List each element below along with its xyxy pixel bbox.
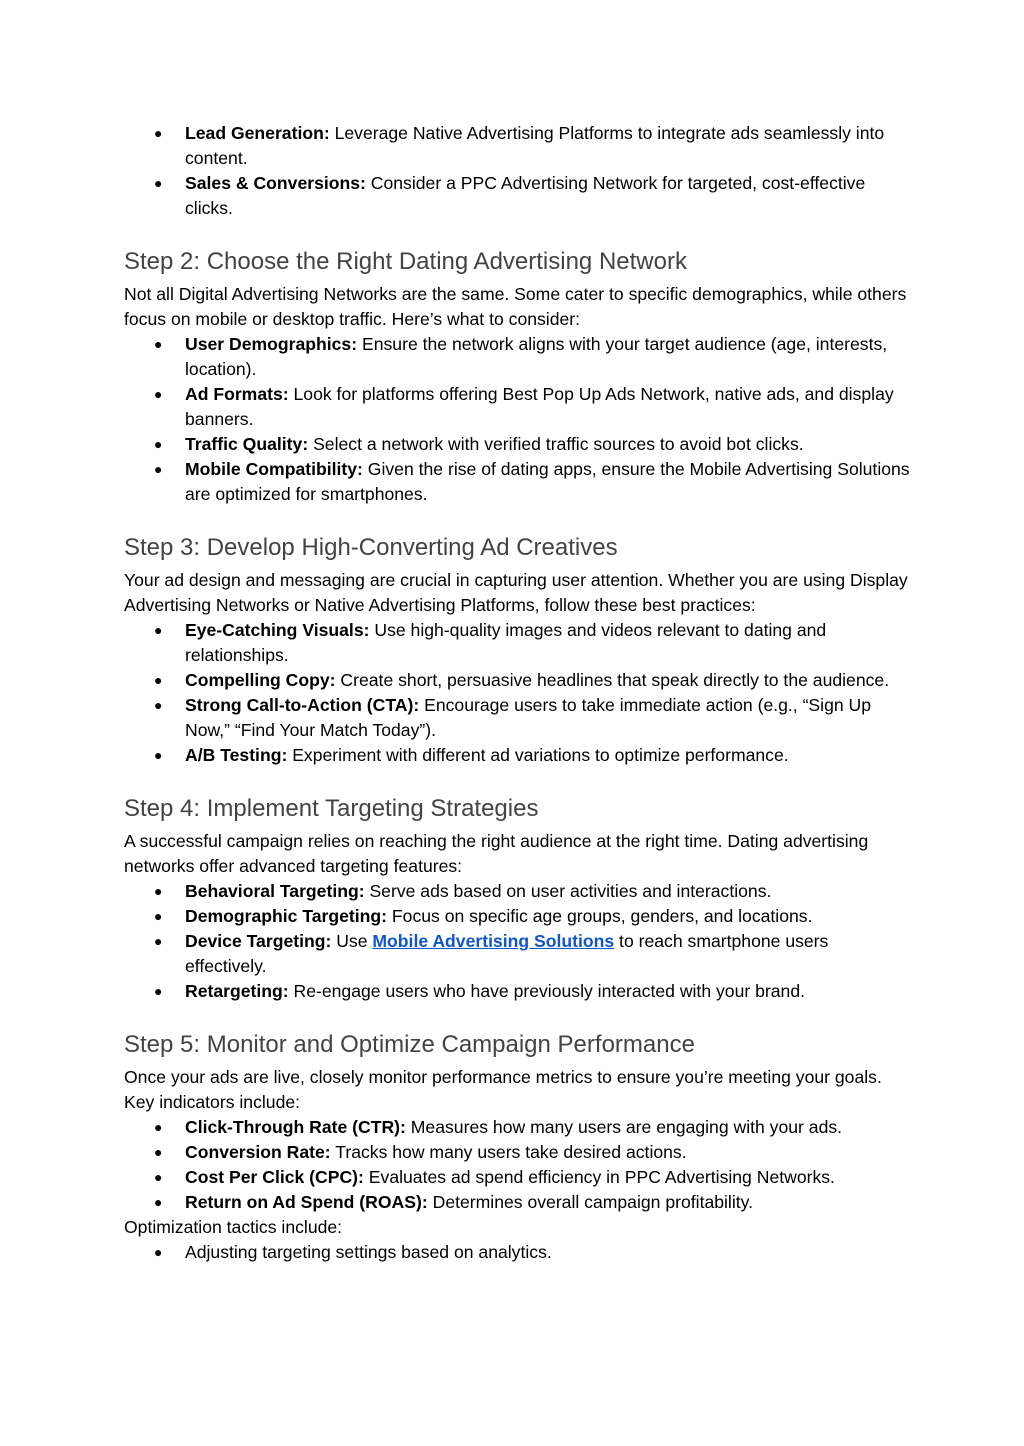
list-item-text: Focus on specific age groups, genders, and locations. [387,906,813,926]
list-item-text: Re-engage users who have previously interacted with your brand. [288,981,805,1001]
list-item [124,1115,914,1140]
list-item [124,121,914,171]
list-item [124,1140,914,1165]
step4-heading: Step 4: Implement Targeting Strategies [124,795,539,822]
step5-section [124,1030,914,1265]
list-item-term: Sales & Conversions: [185,173,366,193]
list-item [124,332,914,382]
bullet-icon: ● [154,883,163,899]
list-item-term: Lead Generation: [185,123,330,143]
bullet-icon: ● [154,1119,163,1135]
list-item-text: Adjusting targeting settings based on analytics. [185,1242,552,1262]
step4-section [124,794,914,1004]
list-item [124,457,914,507]
list-item [124,904,914,929]
list-item [124,1240,914,1265]
step3-heading: Step 3: Develop High-Converting Ad Creatives [124,534,618,561]
list-item-text: Leverage Native Advertising Platforms to integrate ads seamlessly into content. [185,123,885,168]
bullet-icon: ● [154,461,163,477]
list-item-text: Create short, persuasive headlines that speak directly to the audience. [335,670,890,690]
list-item-text: Determines overall campaign profitability. [427,1192,754,1212]
list-item-term: Retargeting: [185,981,289,1001]
list-item-term: Device Targeting: [185,931,332,951]
list-item [124,432,914,457]
list-item-term: Compelling Copy: [185,670,336,690]
bullet-icon: ● [154,622,163,638]
list-item [124,171,914,221]
step2-section [124,247,914,507]
bullet-icon: ● [154,983,163,999]
list-item-text: to reach smartphone users effectively. [185,931,829,976]
list-item-term: Ad Formats: [185,384,289,404]
bullet-icon: ● [154,386,163,402]
step5-bullet-list [124,1115,914,1215]
list-item-text: Tracks how many users take desired actions. [330,1142,687,1162]
step5-paragraph: Once your ads are live, closely monitor performance metrics to ensure you’re meeting your goals. Key indicators include: [124,1067,882,1112]
step3-bullet-list [124,618,914,768]
list-item [124,979,914,1004]
list-item-text: Experiment with different ad variations to optimize performance. [287,745,789,765]
list-item-term: Behavioral Targeting: [185,881,365,901]
list-item-text: Given the rise of dating apps, ensure the Mobile Advertising Solutions are optimized for smartphones. [185,459,910,504]
bullet-icon: ● [154,1194,163,1210]
list-item-term: Return on Ad Spend (ROAS): [185,1192,428,1212]
list-item-text: Encourage users to take immediate action (e.g., “Sign Up Now,” “Find Your Match Today”). [185,695,872,740]
list-item-text: Evaluates ad spend efficiency in PPC Advertising Networks. [363,1167,835,1187]
list-item-term: Cost Per Click (CPC): [185,1167,364,1187]
step5-heading: Step 5: Monitor and Optimize Campaign Performance [124,1031,695,1058]
bullet-icon: ● [154,436,163,452]
list-item-text: Consider a PPC Advertising Network for targeted, cost-effective clicks. [185,173,866,218]
tactics-bullet-list [124,1240,914,1265]
bullet-icon: ● [154,175,163,191]
list-item-text: Measures how many users are engaging with your ads. [405,1117,843,1137]
list-item-term: Eye-Catching Visuals: [185,620,370,640]
step2-heading: Step 2: Choose the Right Dating Advertising Network [124,248,687,275]
list-item [124,879,914,904]
bullet-icon: ● [154,336,163,352]
list-item [124,743,914,768]
list-item-text: Look for platforms offering Best Pop Up Ads Network, native ads, and display banners. [185,384,894,429]
list-item-term: Conversion Rate: [185,1142,331,1162]
list-item-text: Use high-quality images and videos relevant to dating and relationships. [185,620,827,665]
list-item [124,1165,914,1190]
list-item-term: Click-Through Rate (CTR): [185,1117,406,1137]
step4-bullet-list [124,879,914,1004]
bullet-icon: ● [154,672,163,688]
step3-paragraph: Your ad design and messaging are crucial in capturing user attention. Whether you are using Display Advertising Networks or Native Advertising Platforms, follow these best practices: [124,570,908,615]
list-item [124,382,914,432]
list-item-term: Demographic Targeting: [185,906,388,926]
bullet-icon: ● [154,697,163,713]
list-item [124,1190,914,1215]
bullet-icon: ● [154,908,163,924]
list-item-text: Select a network with verified traffic sources to avoid bot clicks. [308,434,804,454]
intro-bullet-list [124,121,914,221]
list-item-text: Use [331,931,373,951]
list-item [124,618,914,668]
list-item [124,929,914,979]
list-item-text: Serve ads based on user activities and interactions. [364,881,772,901]
bullet-icon: ● [154,1244,163,1260]
list-item-text: Ensure the network aligns with your target audience (age, interests, location). [185,334,888,379]
document-page [124,121,914,1265]
list-item-term: Strong Call-to-Action (CTA): [185,695,420,715]
list-item [124,668,914,693]
step2-bullet-list [124,332,914,507]
bullet-icon: ● [154,1169,163,1185]
list-item [124,693,914,743]
bullet-icon: ● [154,747,163,763]
bullet-icon: ● [154,1144,163,1160]
mobile-advertising-solutions-link[interactable]: Mobile Advertising Solutions [372,931,615,951]
bullet-icon: ● [154,125,163,141]
optimization-tactics-label: Optimization tactics include: [124,1217,343,1237]
step2-paragraph: Not all Digital Advertising Networks are the same. Some cater to specific demographics, while others focus on mobile or desktop traffic. Here’s what to consider: [124,284,907,329]
step3-section [124,533,914,768]
bullet-icon: ● [154,933,163,949]
step4-paragraph: A successful campaign relies on reaching the right audience at the right time. Dating advertising networks offer advanced targeting features: [124,831,869,876]
list-item-term: Mobile Compatibility: [185,459,363,479]
list-item-term: Traffic Quality: [185,434,309,454]
list-item-term: User Demographics: [185,334,358,354]
list-item-term: A/B Testing: [185,745,288,765]
